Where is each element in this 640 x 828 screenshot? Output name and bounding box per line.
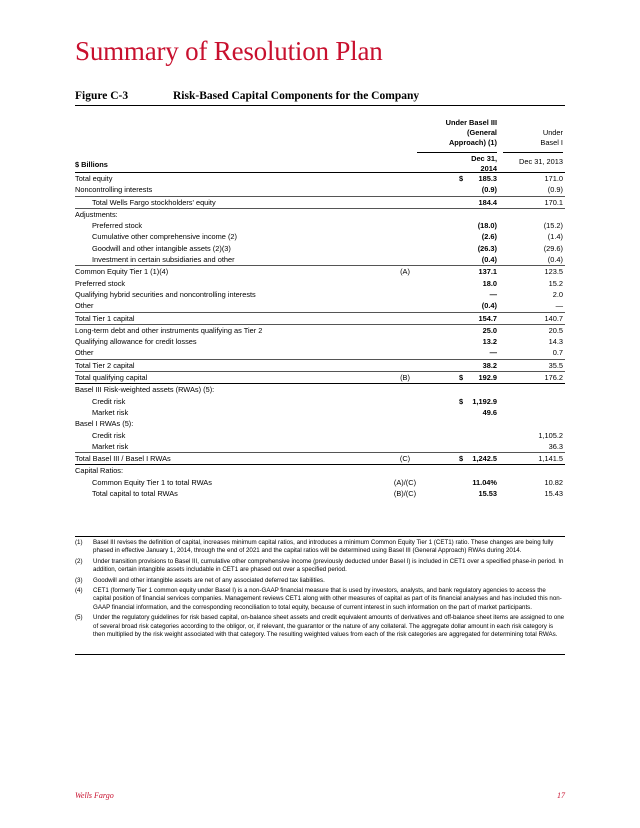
- row-label: Common Equity Tier 1 to total RWAs: [92, 477, 212, 487]
- basel-i-value: 35.5: [548, 360, 563, 370]
- basel-i-value: 15.2: [548, 278, 563, 288]
- table-row: [75, 347, 565, 359]
- table-row: [75, 197, 565, 209]
- page-title: Summary of Resolution Plan: [75, 36, 383, 66]
- basel-iii-value: 1,242.5: [472, 454, 497, 464]
- footnotes-end-rule: [75, 654, 565, 655]
- basel-iii-value: 192.9: [478, 373, 497, 383]
- basel-iii-value: 1,192.9: [472, 396, 497, 406]
- row-label: Qualifying hybrid securities and noncontrolling interests: [75, 289, 256, 299]
- row-label: Cumulative other comprehensive income (2): [92, 232, 238, 242]
- basel-i-value: 14.3: [548, 337, 563, 347]
- basel-i-value: (0.4): [547, 255, 563, 265]
- row-label: Credit risk: [92, 430, 126, 440]
- footnote-number: (2): [75, 557, 83, 565]
- dollar-sign: $: [459, 174, 464, 183]
- row-label: Qualifying allowance for credit losses: [75, 337, 197, 347]
- basel-i-value: 1,141.5: [538, 454, 563, 464]
- footer-company: Wells Fargo: [75, 791, 114, 800]
- footnote-text: CET1 (formerly Tier 1 common equity under Basel I) is a non-GAAP financial measure that is used by investors, analysts, and bank regulatory agencies to access the capital position of financial services companies. Management reviews CET1 along with other measures of capital as part of its financial analyses and has included this non-GAAP financial information, and the corresponding reconciliation to total equity, because of current interest in such information on the part of market participants.: [93, 587, 562, 611]
- footnote: [75, 577, 565, 585]
- table-row: [75, 173, 565, 184]
- basel-iii-value: (0.4): [481, 301, 497, 311]
- dollar-sign: $: [459, 454, 464, 464]
- col2-header-line: Under: [542, 128, 563, 137]
- table-row: [75, 407, 565, 418]
- row-label: Long-term debt and other instruments qualifying as Tier 2: [75, 325, 263, 335]
- basel-i-value: (1.4): [547, 232, 563, 242]
- basel-iii-value: 49.6: [482, 407, 497, 417]
- footnote: [75, 539, 565, 556]
- basel-iii-value: 184.4: [478, 197, 497, 207]
- table-row: [75, 278, 565, 289]
- row-label: Common Equity Tier 1 (1)(4): [75, 267, 169, 277]
- table-row: [75, 477, 565, 488]
- footnote-text: Under transition provisions to Basel III, cumulative other comprehensive income (previously deducted under Basel I) is included in CET1 over a specified phase-in period. In addition, certain intangible assets includable in CET1 are phased out over a specified period.: [93, 557, 564, 574]
- row-label: Market risk: [92, 441, 129, 451]
- footnote: [75, 614, 565, 639]
- row-label: Basel I RWAs (5):: [75, 419, 134, 429]
- table-row: [75, 313, 565, 325]
- basel-i-value: 171.0: [544, 174, 563, 183]
- basel-i-value: 2.0: [552, 289, 563, 299]
- basel-iii-value: 13.2: [482, 337, 497, 347]
- row-label: Basel III Risk-weighted assets (RWAs) (5):: [75, 385, 215, 395]
- row-label: Total qualifying capital: [75, 373, 148, 383]
- footnote-number: (5): [75, 614, 83, 622]
- row-label: Other: [75, 301, 94, 311]
- row-label: Total capital to total RWAs: [92, 489, 178, 499]
- footnote-text: Basel III revises the definition of capital, increases minimum capital ratios, and introduces a minimum Common Equity Tier 1 (CET1) ratio. These changes are being fully phased in effective January 1, 2014, through the end of 2021 and the capital ratios will be determined using Basel III (General Approach) RWAs during 2014.: [93, 539, 554, 555]
- table-row: [75, 384, 565, 395]
- basel-iii-value: 25.0: [482, 325, 497, 335]
- row-reference: (A): [400, 267, 410, 277]
- table-row: [75, 254, 565, 266]
- table-row: [75, 488, 565, 499]
- row-label: Adjustments:: [75, 209, 118, 219]
- table-row: [75, 418, 565, 429]
- basel-iii-value: (26.3): [477, 243, 497, 253]
- row-label: Credit risk: [92, 396, 126, 406]
- basel-i-value: 140.7: [544, 313, 563, 323]
- row-label: Preferred stock: [75, 278, 126, 288]
- basel-i-value: (29.6): [543, 243, 563, 253]
- table-row: [75, 289, 565, 300]
- basel-iii-value: 185.3: [478, 174, 497, 183]
- basel-iii-value: 18.0: [482, 278, 497, 288]
- col1-date: [417, 152, 497, 174]
- row-label: Total Tier 1 capital: [75, 313, 135, 323]
- basel-iii-value: (0.9): [481, 185, 497, 195]
- basel-i-value: 1,105.2: [538, 430, 563, 440]
- dollar-sign: $: [459, 373, 464, 383]
- table-row: [75, 465, 565, 476]
- row-label: Total Tier 2 capital: [75, 360, 135, 370]
- table-header: [75, 118, 565, 173]
- row-reference: (A)/(C): [393, 477, 417, 487]
- table-row: [75, 372, 565, 384]
- figure-heading: [75, 90, 565, 106]
- table-row: [75, 220, 565, 231]
- table-row: [75, 360, 565, 372]
- footnote: [75, 587, 565, 612]
- footnote-number: (4): [75, 587, 83, 595]
- basel-iii-value: (18.0): [477, 221, 497, 231]
- figure-number: Figure C-3: [75, 90, 129, 102]
- table-row: [75, 325, 565, 336]
- table-row: [75, 430, 565, 441]
- basel-iii-value: 154.7: [478, 313, 497, 323]
- col1-header-line: Approach) (1): [448, 138, 497, 147]
- row-label: Total Basel III / Basel I RWAs: [75, 454, 171, 464]
- footnote-text: Goodwill and other intangible assets are net of any associated deferred tax liabilities.: [93, 576, 325, 584]
- table-row: [75, 231, 565, 242]
- basel-iii-value: 38.2: [482, 360, 497, 370]
- basel-iii-column-header: [417, 118, 497, 173]
- dollar-sign: $: [459, 396, 464, 406]
- figure-caption: Risk-Based Capital Components for the Company: [173, 90, 420, 102]
- capital-table: [75, 118, 565, 499]
- footnote: [75, 558, 565, 575]
- table-row: [75, 243, 565, 254]
- footnote-number: (3): [75, 576, 83, 584]
- page-number: 17: [557, 791, 565, 800]
- basel-i-value: 20.5: [548, 325, 563, 335]
- table-row: [75, 184, 565, 196]
- basel-i-value: (0.9): [547, 185, 563, 195]
- basel-iii-value: (2.6): [481, 232, 497, 242]
- basel-i-value: 15.43: [544, 489, 563, 499]
- row-label: Total Wells Fargo stockholders' equity: [92, 197, 216, 207]
- row-label: Other: [75, 348, 94, 358]
- col1-date-line: Dec 31,: [471, 154, 497, 163]
- basel-iii-value: 137.1: [478, 267, 497, 277]
- col1-date-line: 2014: [480, 164, 497, 173]
- col2-date: Dec 31, 2013: [503, 152, 563, 167]
- basel-i-value: 10.82: [544, 477, 563, 487]
- basel-iii-value: 11.04%: [472, 477, 497, 487]
- basel-iii-value: —: [489, 289, 497, 299]
- basel-i-value: (15.2): [543, 221, 563, 231]
- basel-i-value: 176.2: [544, 373, 563, 383]
- col1-header-line: Under Basel III: [445, 118, 497, 127]
- basel-i-value: 0.7: [552, 348, 563, 358]
- table-row: [75, 209, 565, 220]
- table-row: [75, 396, 565, 407]
- table-row: [75, 336, 565, 347]
- basel-i-value: 170.1: [544, 197, 563, 207]
- units-label: $ Billions: [75, 160, 108, 169]
- row-label: Noncontrolling interests: [75, 185, 153, 195]
- table-row: [75, 441, 565, 453]
- table-body: [75, 173, 565, 499]
- row-reference: (B)/(C): [393, 489, 417, 499]
- basel-iii-value: 15.53: [478, 489, 497, 499]
- footnote-number: (1): [75, 539, 83, 546]
- table-row: [75, 453, 565, 465]
- basel-iii-value: (0.4): [481, 255, 497, 265]
- basel-iii-value: —: [489, 348, 497, 358]
- row-label: Preferred stock: [92, 221, 143, 231]
- row-label: Capital Ratios:: [75, 466, 124, 476]
- row-label: Market risk: [92, 407, 129, 417]
- table-row: [75, 266, 565, 277]
- row-label: Total equity: [75, 174, 113, 183]
- col2-header-line: Basel I: [540, 138, 563, 147]
- row-label: Investment in certain subsidiaries and other: [92, 255, 235, 265]
- row-reference: (B): [400, 373, 410, 383]
- basel-i-value: —: [555, 301, 563, 311]
- table-row: [75, 300, 565, 312]
- basel-i-column-header: [503, 128, 563, 166]
- footnotes: [75, 536, 565, 641]
- col1-header-line: (General: [467, 128, 497, 137]
- row-label: Goodwill and other intangible assets (2)(3): [92, 243, 231, 253]
- basel-i-value: 123.5: [544, 267, 563, 277]
- basel-i-value: 36.3: [548, 441, 563, 451]
- row-reference: (C): [399, 454, 411, 464]
- footnote-text: Under the regulatory guidelines for risk based capital, on-balance sheet assets and credit equivalent amounts of derivatives and off-balance sheet items are assigned to one of several broad risk categories according to the obligor, or, if relevant, the guarantor or the nature of any collateral. The aggregate dollar amount in each risk category is then multiplied by the risk weight associated with that category. The resulting weighted values from each of the risk categories are aggregated for determining total RWAs.: [93, 614, 565, 639]
